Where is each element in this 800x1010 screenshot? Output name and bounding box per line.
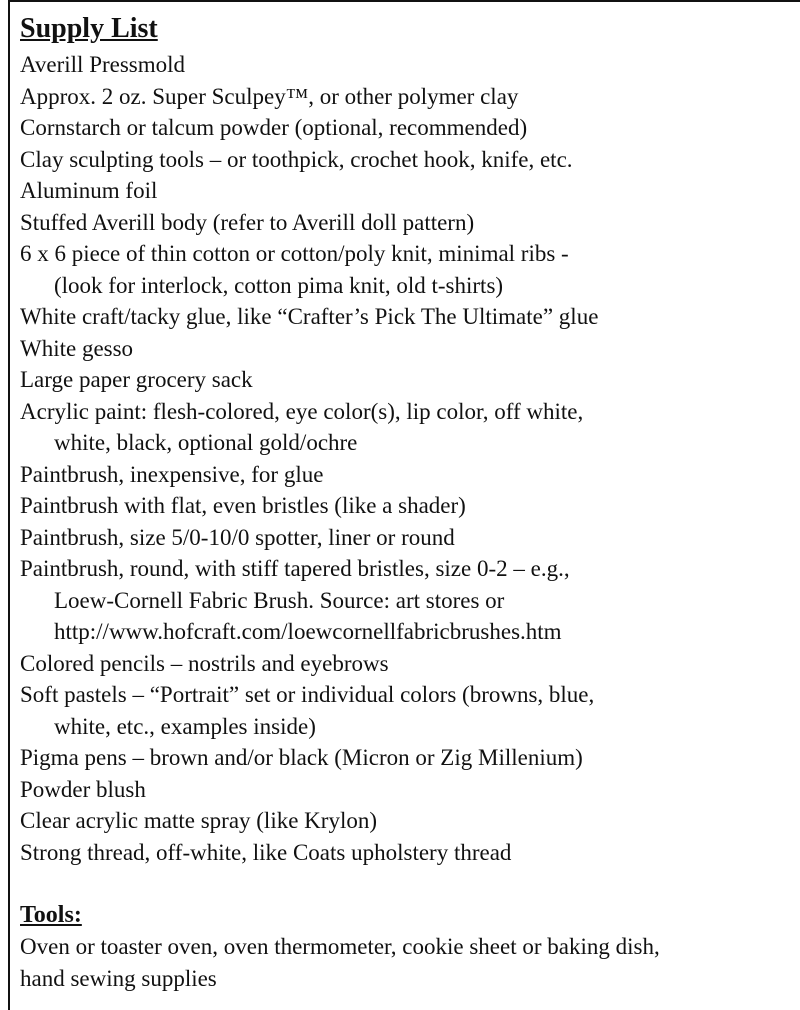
list-item: Paintbrush, inexpensive, for glue	[20, 461, 324, 487]
list-item: Clay sculpting tools – or toothpick, crochet hook, knife, etc.	[20, 146, 573, 172]
tools-line: Oven or toaster oven, oven thermometer, cookie sheet or baking dish,	[20, 934, 660, 959]
list-item: White gesso	[20, 335, 134, 361]
list-item: Soft pastels – “Portrait” set or individual colors (browns, blue, white, etc., examples inside)	[20, 682, 595, 739]
list-item: White craft/tacky glue, like “Crafter’s Pick The Ultimate” glue	[20, 304, 599, 329]
list-item: Large paper grocery sack	[20, 367, 253, 392]
list-item: Cornstarch or talcum powder (optional, recommended)	[20, 115, 528, 140]
list-item: Paintbrush with flat, even bristles (like a shader)	[20, 493, 466, 518]
list-item: Pigma pens – brown and/or black (Micron or Zig Millenium)	[20, 745, 583, 770]
document-content	[20, 10, 800, 994]
tools-text	[20, 931, 800, 994]
list-item: 6 x 6 piece of thin cotton or cotton/poly knit, minimal ribs - (look for interlock, cotton pima knit, old t-shirts)	[20, 241, 569, 298]
list-item: Averill Pressmold	[20, 52, 186, 77]
list-item: Paintbrush, size 5/0-10/0 spotter, liner or round	[20, 524, 455, 550]
section-spacer	[20, 868, 800, 899]
list-item: Clear acrylic matte spray (like Krylon)	[20, 808, 377, 833]
supply-list-heading: Supply List	[20, 13, 158, 44]
list-item: Aluminum foil	[20, 178, 158, 203]
list-item: Acrylic paint: flesh-colored, eye color(s), lip color, off white, white, black, optional gold/ochre	[20, 398, 584, 455]
list-item: Paintbrush, round, with stiff tapered bristles, size 0-2 – e.g., Loew-Cornell Fabric Brush. Source: art stores or http://www.hofcraft.com/loewcornellfabricbrushes.htm	[20, 553, 800, 648]
tools-line: hand sewing supplies	[20, 965, 217, 991]
list-item: Powder blush	[20, 776, 146, 802]
list-item: Colored pencils – nostrils and eyebrows	[20, 650, 389, 676]
tools-heading: Tools:	[20, 902, 82, 928]
list-item: Stuffed Averill body (refer to Averill doll pattern)	[20, 209, 475, 235]
list-item: Strong thread, off-white, like Coats upholstery thread	[20, 839, 512, 865]
source-url: http://www.hofcraft.com/loewcornellfabricbrushes.htm	[54, 619, 562, 644]
supply-list	[20, 49, 800, 868]
document-page	[8, 0, 800, 1010]
list-item: Approx. 2 oz. Super Sculpey™, or other polymer clay	[20, 83, 519, 109]
